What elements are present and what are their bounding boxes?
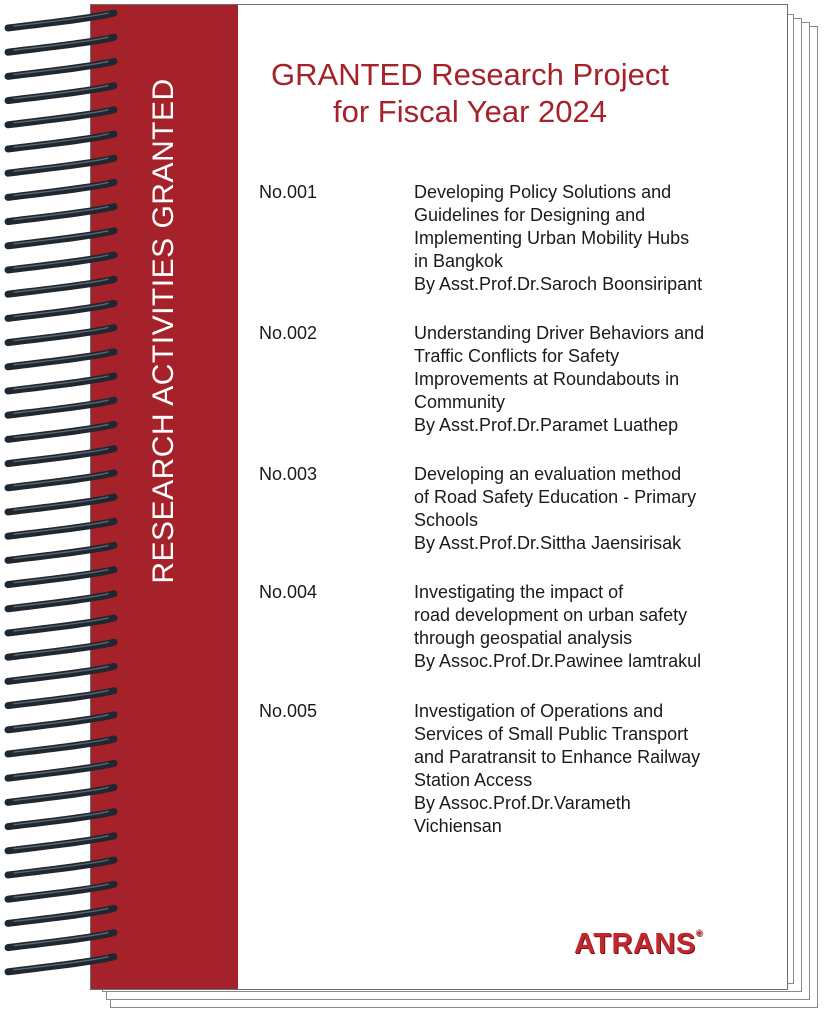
project-number: No.001: [259, 182, 318, 202]
project-title-line: Improvements at Roundabouts in: [414, 369, 680, 389]
logo-text: ATRANS: [574, 928, 696, 960]
project-author: By Asst.Prof.Dr.Paramet Luathep: [414, 415, 679, 435]
project-number: No.004: [259, 582, 318, 602]
binding-coil: [8, 61, 114, 76]
binding-coil: [8, 594, 114, 609]
binding-coil: [8, 207, 114, 222]
binding-coil: [8, 231, 114, 246]
binding-coil: [8, 86, 114, 101]
binding-coil: [8, 376, 114, 391]
registered-mark: ®: [695, 928, 703, 938]
project-title-line: through geospatial analysis: [414, 628, 633, 648]
binding-coil: [8, 110, 114, 125]
project-number: No.002: [259, 323, 318, 343]
binding-coil: [8, 666, 114, 681]
binding-coil: [8, 303, 114, 318]
binding-coil: [8, 449, 114, 464]
project-description: [414, 700, 774, 838]
project-description: [414, 181, 774, 296]
binding-coil: [8, 691, 114, 706]
project-title-line: Developing an evaluation method: [414, 464, 682, 484]
project-title-line: Schools: [414, 510, 479, 530]
project-title-line: Investigation of Operations and: [414, 701, 664, 721]
title-line-1: GRANTED Research Project: [271, 57, 669, 92]
binding-coil: [8, 255, 114, 270]
binding-coil: [8, 933, 114, 948]
binding-coil: [8, 134, 114, 149]
spiral-binding: [0, 0, 120, 1015]
binding-coil: [8, 812, 114, 827]
project-title-line: Station Access: [414, 770, 533, 790]
binding-coil: [8, 618, 114, 633]
page-title: [190, 56, 750, 130]
binding-coil: [8, 787, 114, 802]
project-title-line: Investigating the impact of: [414, 582, 624, 602]
binding-coil: [8, 473, 114, 488]
binding-coil: [8, 400, 114, 415]
project-number: No.003: [259, 464, 318, 484]
binding-coil: [8, 884, 114, 899]
binding-coil: [8, 279, 114, 294]
binding-coil: [8, 182, 114, 197]
project-title-line: By Assoc.Prof.Dr.Varameth: [414, 793, 631, 813]
binding-coil: [8, 739, 114, 754]
project-author: By Assoc.Prof.Dr.Pawinee lamtrakul: [414, 651, 702, 671]
binding-coil: [8, 957, 114, 972]
project-number: No.005: [259, 701, 318, 721]
project-title-line: in Bangkok: [414, 251, 504, 271]
binding-coil: [8, 715, 114, 730]
project-title-line: of Road Safety Education - Primary: [414, 487, 697, 507]
binding-coil: [8, 37, 114, 52]
atrans-logo: [574, 928, 703, 964]
project-title-line: Developing Policy Solutions and: [414, 182, 672, 202]
binding-coil: [8, 763, 114, 778]
project-title-line: Traffic Conflicts for Safety: [414, 346, 620, 366]
binding-coil: [8, 328, 114, 343]
binding-coil: [8, 424, 114, 439]
project-author: By Asst.Prof.Dr.Sittha Jaensirisak: [414, 533, 682, 553]
project-author: By Asst.Prof.Dr.Saroch Boonsiripant: [414, 274, 703, 294]
binding-coil: [8, 521, 114, 536]
binding-coil: [8, 836, 114, 851]
project-title-line: Community: [414, 392, 506, 412]
project-title-line: road development on urban safety: [414, 605, 688, 625]
title-line-2: for Fiscal Year 2024: [332, 94, 607, 129]
binding-coil: [8, 158, 114, 173]
spine-label: RESEARCH ACTIVITIES GRANTED: [147, 78, 180, 584]
project-description: [414, 463, 774, 555]
project-title-line: Guidelines for Designing and: [414, 205, 646, 225]
binding-coil: [8, 545, 114, 560]
binding-coil: [8, 860, 114, 875]
project-title-line: Implementing Urban Mobility Hubs: [414, 228, 690, 248]
project-title-line: Services of Small Public Transport: [414, 724, 689, 744]
binding-coil: [8, 908, 114, 923]
project-title-line: and Paratransit to Enhance Railway: [414, 747, 701, 767]
binding-coil: [8, 642, 114, 657]
binding-coil: [8, 13, 114, 28]
project-description: [414, 322, 774, 437]
project-description: [414, 581, 774, 673]
binding-coil: [8, 570, 114, 585]
project-title-line: Understanding Driver Behaviors and: [414, 323, 705, 343]
binding-coil: [8, 497, 114, 512]
binding-coil: [8, 352, 114, 367]
project-author: Vichiensan: [414, 816, 502, 836]
